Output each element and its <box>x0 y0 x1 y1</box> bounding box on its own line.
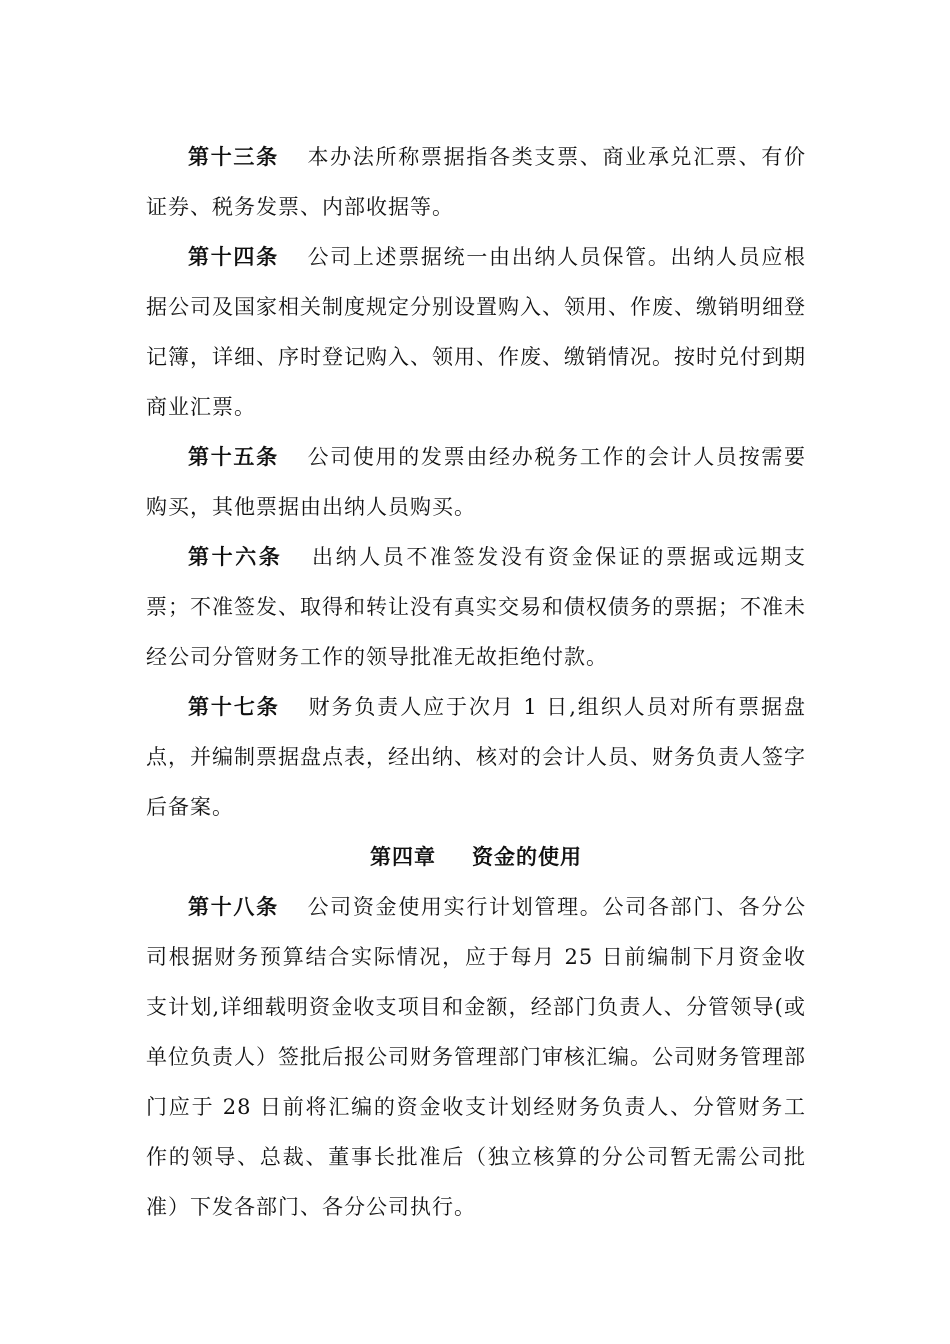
chapter-title: 资金的使用 <box>472 844 582 869</box>
article-18 <box>146 882 806 1232</box>
article-text: 公司使用的发票由经办税务工作的会计人员按需要购买，其他票据由出纳人员购买。 <box>146 445 807 519</box>
article-text: 财务负责人应于次月 1 日,组织人员对所有票据盘点，并编制票据盘点表，经出纳、核对的会计人员、财务负责人签字后备案。 <box>146 695 807 819</box>
article-17 <box>146 682 806 832</box>
chapter-number: 第四章 <box>370 844 436 869</box>
article-15 <box>146 432 806 532</box>
chapter-heading <box>146 832 806 882</box>
article-number: 第十四条 <box>188 244 279 269</box>
article-16 <box>146 532 806 682</box>
article-number: 第十八条 <box>188 894 279 919</box>
article-number: 第十七条 <box>188 694 280 719</box>
article-number: 第十三条 <box>188 144 279 169</box>
article-text: 公司上述票据统一由出纳人员保管。出纳人员应根据公司及国家相关制度规定分别设置购入、领用、作废、缴销明细登记簿，详细、序时登记购入、领用、作废、缴销情况。按时兑付到期商业汇票。 <box>146 245 807 419</box>
article-text: 本办法所称票据指各类支票、商业承兑汇票、有价证券、税务发票、内部收据等。 <box>146 145 807 219</box>
document-page <box>146 132 806 1232</box>
article-13 <box>146 132 806 232</box>
article-text: 出纳人员不准签发没有资金保证的票据或远期支票；不准签发、取得和转让没有真实交易和债权债务的票据；不准未经公司分管财务工作的领导批准无故拒绝付款。 <box>146 545 807 669</box>
article-number: 第十五条 <box>188 444 279 469</box>
article-14 <box>146 232 806 432</box>
article-text: 公司资金使用实行计划管理。公司各部门、各分公司根据财务预算结合实际情况，应于每月 25 日前编制下月资金收支计划,详细载明资金收支项目和金额，经部门负责人、分管领导(或单位负责人）签批后报公司财务管理部门审核汇编。公司财务管理部门应于 28 日前将汇编的资金收支计划经财务负责人、分管财务工作的领导、总裁、董事长批准后（独立核算的分公司暂无需公司批准）下发各部门、各分公司执行。 <box>146 895 807 1219</box>
article-number: 第十六条 <box>188 544 283 569</box>
